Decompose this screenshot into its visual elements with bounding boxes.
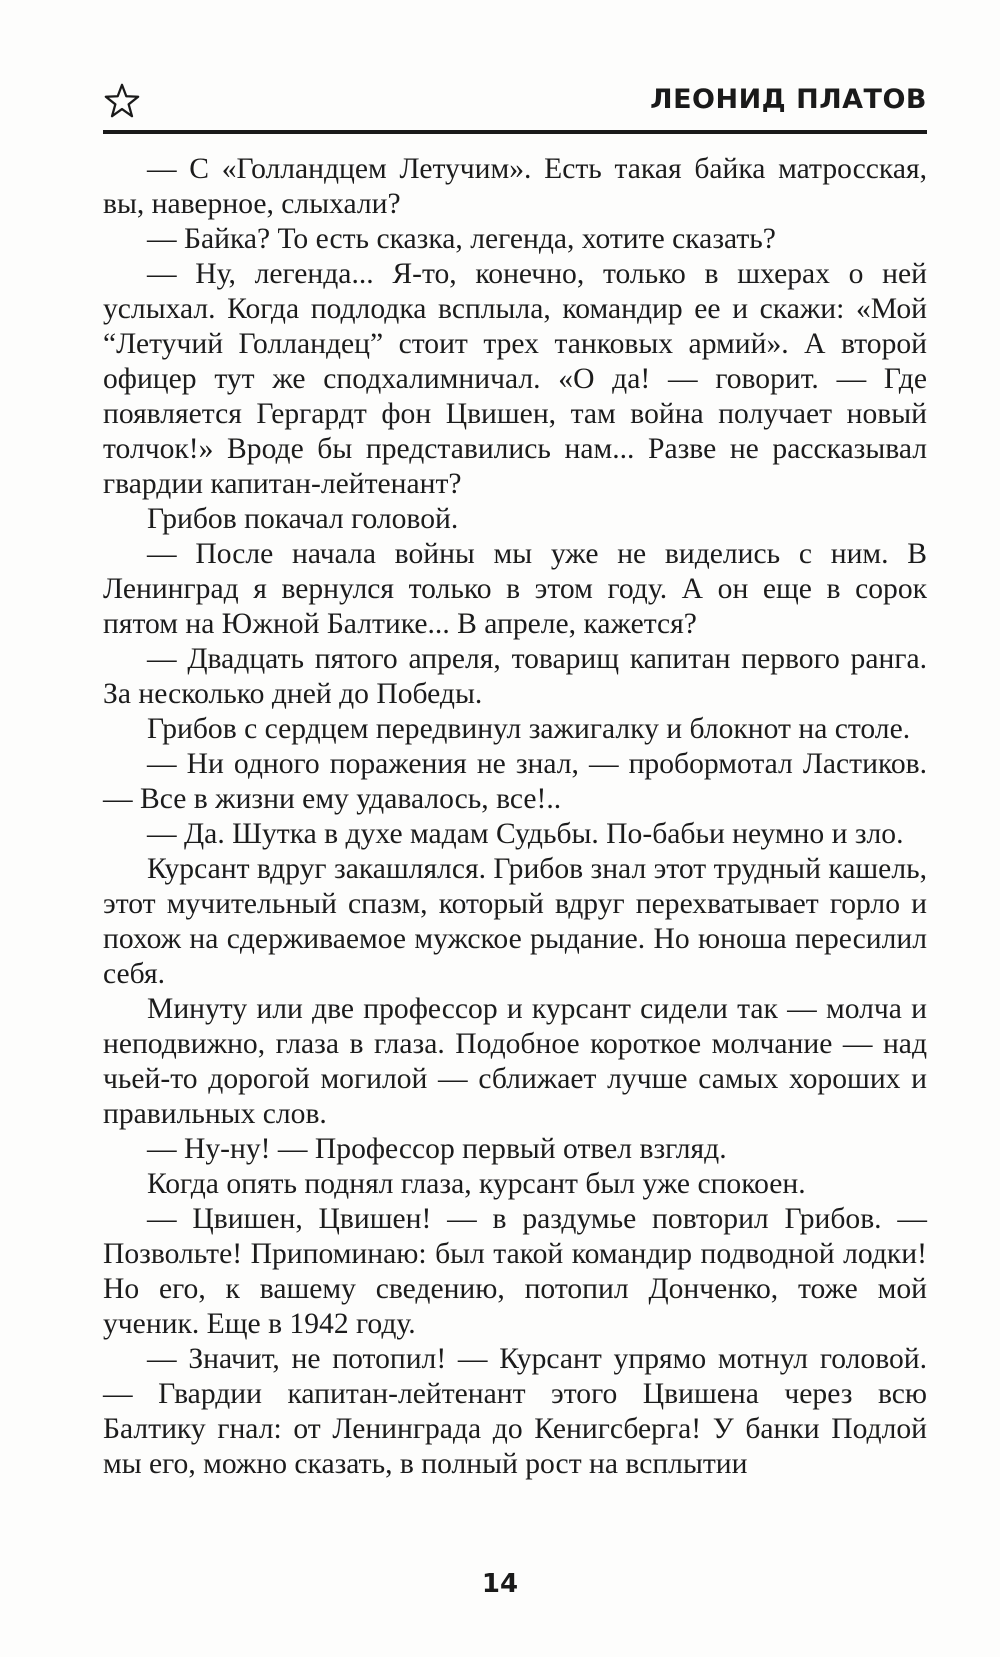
body-text <box>103 152 927 1482</box>
paragraph: — Ни одного поражения не знал, — пробормотал Ластиков. — Все в жизни ему удавалось, все!.. <box>103 748 927 815</box>
paragraph: Грибов покачал головой. <box>147 503 459 535</box>
paragraph: Грибов с сердцем передвинул зажигалку и блокнот на столе. <box>147 713 911 745</box>
page-number: 14 <box>481 1569 519 1599</box>
paragraph: Когда опять поднял глаза, курсант был уже спокоен. <box>147 1168 806 1200</box>
author-name: ЛЕОНИД ПЛАТОВ <box>650 84 927 115</box>
paragraph: — Байка? То есть сказка, легенда, хотите сказать? <box>147 223 776 255</box>
running-header <box>103 78 927 134</box>
paragraph: — Значит, не потопил! — Курсант упрямо мотнул головой. — Гвардии капитан-лейтенант этого Цвишена через всю Балтику гнал: от Ленинграда до Кенигсберга! У банки Подлой мы его, можно сказать, в полный рост на всплытии <box>103 1343 927 1480</box>
paragraph: — Цвишен, Цвишен! — в раздумье повторил Грибов. — Позвольте! Припоминаю: был такой командир подводной лодки! Но его, к вашему сведению, потопил Донченко, тоже мой ученик. Еще в 1942 году. <box>103 1203 927 1340</box>
paragraph: — Ну-ну! — Профессор первый отвел взгляд. <box>147 1133 727 1165</box>
paragraph: — С «Голландцем Летучим». Есть такая байка матросская, вы, наверное, слыхали? <box>103 153 927 220</box>
paragraph: — Двадцать пятого апреля, товарищ капитан первого ранга. За несколько дней до Победы. <box>103 643 927 710</box>
paragraph: — Ну, легенда... Я-то, конечно, только в шхерах о ней услыхал. Когда подлодка всплыла, командир ее и скажи: «Мой “Летучий Голландец” стоит трех танковых армий». А второй офицер тут же сподхалимничал. «О да! — говорит. — Где появляется Гергардт фон Цвишен, там война получает новый толчок!» Вроде бы представились нам... Разве не рассказывал гвардии капитан-лейтенант? <box>103 258 927 500</box>
paragraph: Минуту или две профессор и курсант сидели так — молча и неподвижно, глаза в глаза. Подобное короткое молчание — над чьей-то дорогой могилой — сближает лучше самых хороших и правильных слов. <box>103 993 927 1130</box>
paragraph: — Да. Шутка в духе мадам Судьбы. По-бабьи неумно и зло. <box>147 818 904 850</box>
paragraph: — После начала войны мы уже не виделись с ним. В Ленинград я вернулся только в этом году. А он еще в сорок пятом на Южной Балтике... В апреле, кажется? <box>103 538 927 640</box>
paragraph: Курсант вдруг закашлялся. Грибов знал этот трудный кашель, этот мучительный спазм, который вдруг перехватывает горло и похож на сдерживаемое мужское рыдание. Но юноша пересилил себя. <box>103 853 927 990</box>
star-outline-icon <box>103 82 141 120</box>
